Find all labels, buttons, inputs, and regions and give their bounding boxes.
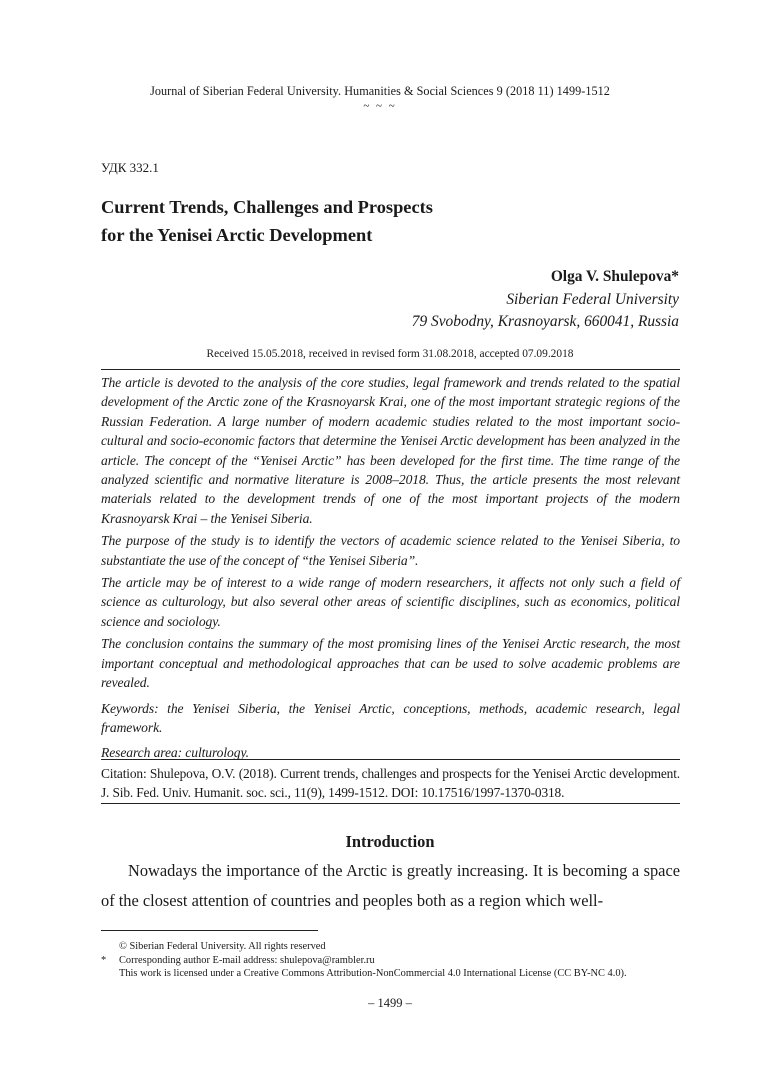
author-address: 79 Svobodny, Krasnoyarsk, 660041, Russia <box>411 313 679 330</box>
introduction-paragraph: Nowadays the importance of the Arctic is greatly increasing. It is becoming a space of the closest attention of countries and peoples both as a region which well- <box>101 861 680 910</box>
abstract <box>101 373 680 766</box>
asterisk-mark: * <box>101 954 107 966</box>
title-line-2: for the Yenisei Arctic Development <box>101 225 373 245</box>
author-name: Olga V. Shulepova* <box>550 268 679 285</box>
footnote-corresponding <box>101 954 691 968</box>
citation-top-rule <box>101 759 680 760</box>
abstract-paragraph-4: The conclusion contains the summary of the most promising lines of the Yenisei Arctic research, the most important conceptual and methodological approaches that can be used to solve academic problems are revealed. <box>101 636 680 691</box>
footnote-copyright <box>101 940 691 954</box>
abstract-paragraph-3: The article may be of interest to a wide range of modern researchers, it affects not only such a field of science as culturology, but also several other areas of scientific disciplines, such as economics, political science and sociology. <box>101 575 680 629</box>
author-block <box>412 266 679 334</box>
header-separator: ~ ~ ~ <box>363 100 397 112</box>
footnote-license <box>101 967 691 981</box>
citation-bottom-rule <box>101 803 680 804</box>
introduction-heading: Introduction <box>345 832 435 851</box>
keywords: Keywords: the Yenisei Siberia, the Yenisei Arctic, conceptions, methods, academic research, legal framework. <box>101 700 680 735</box>
udk-code: УДК 332.1 <box>101 160 159 175</box>
footnote-rule <box>101 930 318 931</box>
citation: Citation: Shulepova, O.V. (2018). Current trends, challenges and prospects for the Yenisei Arctic development. J. Sib. Fed. Univ. Humanit. soc. sci., 11(9), 1499-1512. DOI: 10.17516/1997-1370-0318. <box>101 766 680 801</box>
page-number: – 1499 – <box>368 996 412 1010</box>
abstract-paragraph-2: The purpose of the study is to identify the vectors of academic science related to the Yenisei Siberia, to substantiate the use of the concept of “the Yenisei Siberia”. <box>101 533 680 568</box>
license-text: This work is licensed under a Creative Commons Attribution-NonCommercial 4.0 International License (CC BY-NC 4.0). <box>119 968 627 979</box>
research-area: Research area: culturology. <box>101 745 249 761</box>
copyright-text: © Siberian Federal University. All rights reserved <box>119 941 326 952</box>
abstract-top-rule <box>101 369 680 370</box>
journal-header: Journal of Siberian Federal University. Humanities & Social Sciences 9 (2018 11) 1499-1512 <box>150 84 610 98</box>
corresponding-author-text: Corresponding author E-mail address: shulepova@rambler.ru <box>119 954 375 966</box>
author-affiliation: Siberian Federal University <box>506 290 679 308</box>
introduction-text <box>101 856 680 916</box>
abstract-paragraph-1: The article is devoted to the analysis of the core studies, legal framework and trends related to the spatial development of the Arctic zone of the Krasnoyarsk Krai, one of the most important strategic regions of the Russian Federation. A large number of modern academic studies related to the most important socio-cultural and socio-economic factors that determine the Yenisei Arctic development has been analyzed in the article. The concept of the “Yenisei Arctic” has been developed for the first time. The time range of the analyzed scientific and normative literature is 2008–2018. Thus, the article presents the most relevant materials related to the development trends of one of the most important projects of the modern Krasnoyarsk Krai – the Yenisei Siberia. <box>101 375 680 526</box>
article-title <box>101 193 661 249</box>
footnotes <box>101 940 691 981</box>
title-line-1: Current Trends, Challenges and Prospects <box>101 197 433 217</box>
received-dates: Received 15.05.2018, received in revised form 31.08.2018, accepted 07.09.2018 <box>206 348 574 360</box>
